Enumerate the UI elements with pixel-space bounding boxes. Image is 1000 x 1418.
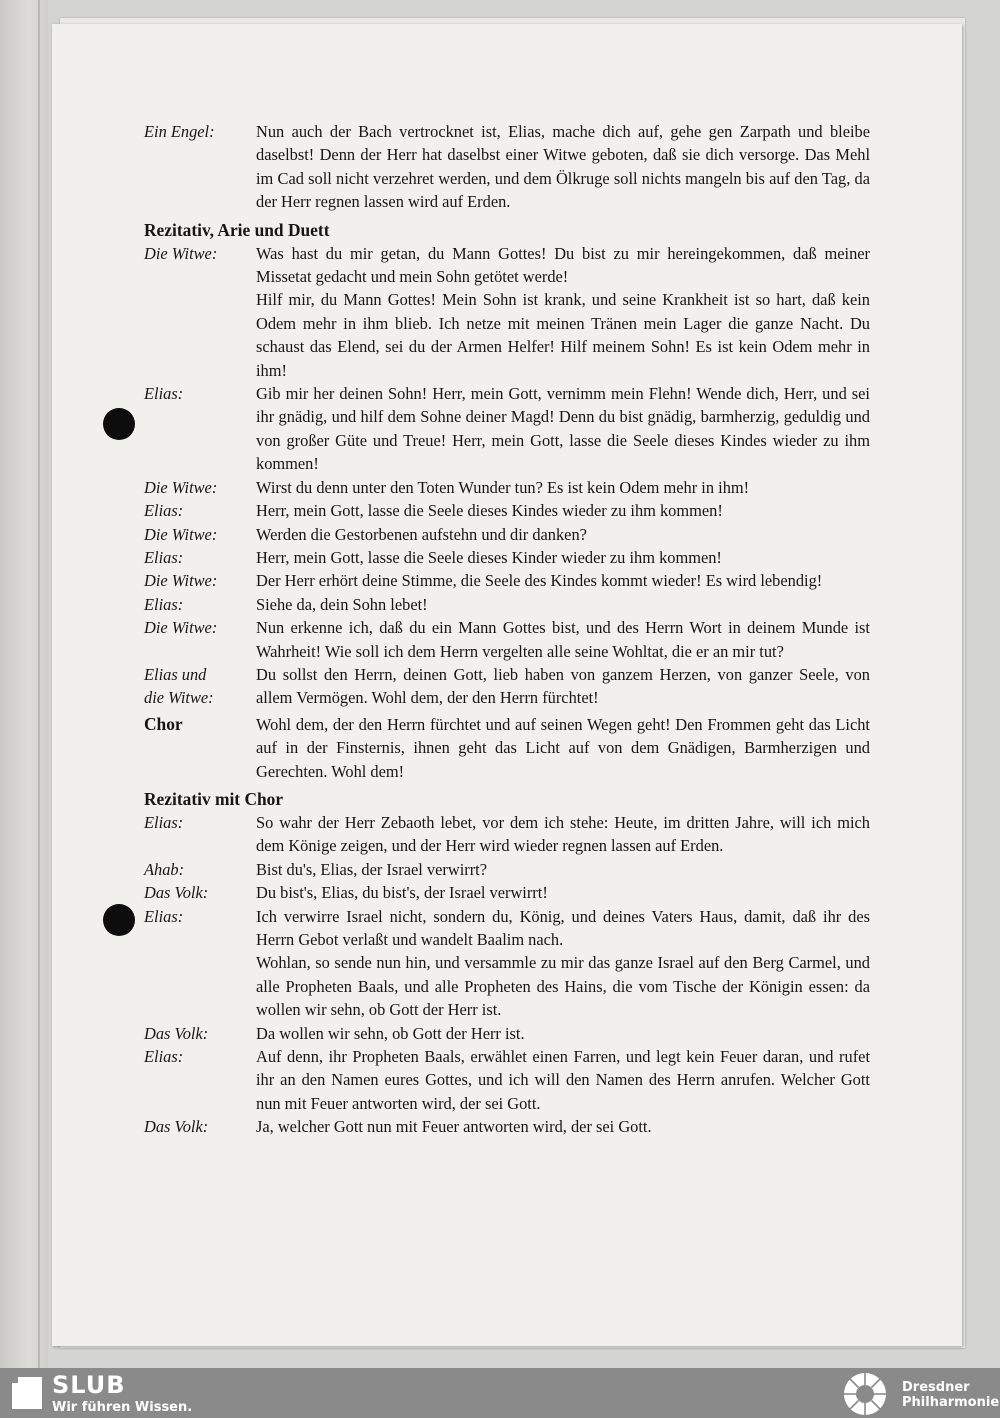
libretto-row <box>144 523 870 546</box>
libretto-row <box>144 120 870 214</box>
speaker-name: Das Volk: <box>144 1023 209 1043</box>
libretto-row <box>144 811 870 858</box>
speaker-name: Elias: <box>144 547 184 567</box>
libretto-row <box>144 382 870 476</box>
speaker-name: Elias und <box>144 664 207 684</box>
sung-text <box>256 382 870 476</box>
philharmonie-name-line1: Dresdner <box>902 1380 970 1395</box>
speaker-name: Die Witwe: <box>144 571 218 591</box>
libretto-row <box>144 593 870 616</box>
verse-paragraph: Werden die Gestorbenen aufstehn und dir danken? <box>256 524 587 544</box>
libretto-row <box>144 905 870 1022</box>
verse-paragraph: Wohl dem, der den Herrn fürchtet und auf seinen Wegen geht! Den Frommen geht das Licht auf in der Finsternis, ihnen geht das Licht auf von dem Gnädigen, Barmherzigen und Gerechten. Wohl dem! <box>256 714 870 781</box>
verse-paragraph: Herr, mein Gott, lasse die Seele dieses Kindes wieder zu ihm kommen! <box>256 501 723 521</box>
speaker-label <box>144 858 256 881</box>
speaker-label <box>144 382 256 476</box>
sung-text <box>256 713 870 783</box>
verse-paragraph: Was hast du mir getan, du Mann Gottes! Du bist zu mir hereingekommen, daß meiner Missetat gedacht und mein Sohn getötet werde! <box>256 243 870 287</box>
verse-paragraph: Bist du's, Elias, der Israel verwirrt? <box>256 859 487 879</box>
verse-paragraph: Herr, mein Gott, lasse die Seele dieses Kinder wieder zu ihm kommen! <box>256 547 722 567</box>
speaker-label <box>144 1045 256 1115</box>
sung-text <box>256 120 870 214</box>
speaker-name: Elias: <box>144 501 184 521</box>
philharmonie-logo-icon[interactable] <box>842 1371 888 1417</box>
philharmonie-name-line2: Philharmonie <box>902 1395 1000 1410</box>
sung-text <box>256 523 870 546</box>
verse-paragraph: Siehe da, dein Sohn lebet! <box>256 594 428 614</box>
libretto-row <box>144 1045 870 1115</box>
speaker-label <box>144 881 256 904</box>
speaker-name: Die Witwe: <box>144 243 218 263</box>
libretto-row <box>144 242 870 382</box>
punch-hole-bottom <box>103 904 135 936</box>
speaker-label <box>144 593 256 616</box>
speaker-name: Elias: <box>144 812 184 832</box>
sung-text <box>256 905 870 1022</box>
sung-text <box>256 593 870 616</box>
sung-text <box>256 811 870 858</box>
libretto-row <box>144 858 870 881</box>
speaker-label <box>144 546 256 569</box>
libretto-row <box>144 546 870 569</box>
section-heading: Rezitativ mit Chor <box>144 788 284 809</box>
verse-paragraph: Nun auch der Bach vertrocknet ist, Elias, mache dich auf, gehe gen Zarpath und bleibe daselbst! Denn der Herr hat daselbst einer Witwe geboten, daß sie dich versorge. Das Mehl im Cad soll nicht verzehret werden, und dem Ölkruge soll nichts mangeln bis auf den Tag, da der Herr regnen lassen wird auf Erden. <box>256 122 870 212</box>
slub-tagline: Wir führen Wissen. <box>52 1400 193 1415</box>
sung-text <box>256 1045 870 1115</box>
speaker-label <box>144 569 256 592</box>
sung-text <box>256 242 870 382</box>
speaker-label <box>144 499 256 522</box>
libretto-text <box>144 120 870 1139</box>
libretto-row <box>144 1022 870 1045</box>
speaker-name: Elias: <box>144 1047 184 1067</box>
verse-paragraph: Wohlan, so sende nun hin, und versammle zu mir das ganze Israel auf den Berg Carmel, und alle Propheten Baals, und alle Propheten des Hains, die vom Tische der Königin essen: da wollen wir sehn, ob Gott der Herr ist. <box>256 953 870 1020</box>
sung-text <box>256 663 870 710</box>
verse-paragraph: Du sollst den Herrn, deinen Gott, lieb haben von ganzem Herzen, von ganzer Seele, von allem Vermögen. Wohl dem, der den Herrn fürchtet! <box>256 664 870 708</box>
speaker-name: Das Volk: <box>144 1117 209 1137</box>
libretto-row <box>144 616 870 663</box>
speaker-label <box>144 663 256 710</box>
sung-text <box>256 499 870 522</box>
speaker-label <box>144 242 256 382</box>
sung-text <box>256 546 870 569</box>
speaker-name: Die Witwe: <box>144 618 218 638</box>
speaker-label <box>144 1115 256 1138</box>
scan-left-margin <box>0 0 48 1368</box>
speaker-name: Elias: <box>144 384 184 404</box>
sung-text <box>256 881 870 904</box>
speaker-name: die Witwe: <box>144 688 214 708</box>
speaker-name: Elias: <box>144 594 184 614</box>
slub-logo-icon[interactable] <box>12 1377 42 1409</box>
verse-paragraph: Ja, welcher Gott nun mit Feuer antworten wird, der sei Gott. <box>256 1117 652 1137</box>
punch-hole-top <box>103 408 135 440</box>
sung-text <box>256 476 870 499</box>
verse-paragraph: Der Herr erhört deine Stimme, die Seele des Kindes kommt wieder! Es wird lebendig! <box>256 571 823 591</box>
section-heading: Rezitativ, Arie und Duett <box>144 219 330 240</box>
libretto-row <box>144 476 870 499</box>
libretto-row <box>144 499 870 522</box>
speaker-label <box>144 713 256 783</box>
sung-text <box>256 1022 870 1045</box>
verse-paragraph: Auf denn, ihr Propheten Baals, erwählet einen Farren, und legt kein Feuer daran, und rufet ihr an den Namen eures Gottes, und ich will den Namen des Herrn anrufen. Welcher Gott nun mit Feuer antworten wird, der sei Gott. <box>256 1047 870 1113</box>
verse-paragraph: Gib mir her deinen Sohn! Herr, mein Gott, vernimm mein Flehn! Wende dich, Herr, und sei ihr gnädig, und hilf dem Sohne deiner Magd! Denn du bist gnädig, barmherzig, geduldig und von großer Güte und Treue! Herr, mein Gott, lasse die Seele dieses Kindes wieder zu ihm kommen! <box>256 384 870 474</box>
speaker-name: Die Witwe: <box>144 524 218 544</box>
sung-text <box>256 569 870 592</box>
speaker-label <box>144 476 256 499</box>
sung-text <box>256 1115 870 1138</box>
speaker-name: Ahab: <box>144 859 185 879</box>
libretto-row <box>144 663 870 710</box>
speaker-name: Das Volk: <box>144 883 209 903</box>
libretto-row <box>144 1115 870 1138</box>
verse-paragraph: Du bist's, Elias, du bist's, der Israel verwirrt! <box>256 883 548 903</box>
footer-bar <box>0 1368 1000 1418</box>
speaker-name: Die Witwe: <box>144 477 218 497</box>
verse-paragraph: Nun erkenne ich, daß du ein Mann Gottes bist, und des Herrn Wort in deinem Munde ist Wahrheit! Wie soll ich dem Herrn vergelten alle seine Wohltat, die er an mir tut? <box>256 618 870 661</box>
verse-paragraph: Hilf mir, du Mann Gottes! Mein Sohn ist krank, und seine Krankheit ist so hart, daß kein Odem mehr in ihm blieb. Ich netze mit meinen Tränen mein Lager die ganze Nacht. Du schaust das Elend, sei du der Armen Helfer! Hilf meinem Sohn! Es ist kein Odem mehr in ihm! <box>256 290 870 380</box>
sung-text <box>256 616 870 663</box>
speaker-name: Ein Engel: <box>144 122 215 141</box>
speaker-label <box>144 616 256 663</box>
speaker-label <box>144 1022 256 1045</box>
speaker-label <box>144 120 256 214</box>
sung-text <box>256 858 870 881</box>
libretto-row <box>144 569 870 592</box>
verse-paragraph: Da wollen wir sehn, ob Gott der Herr ist. <box>256 1023 525 1043</box>
verse-paragraph: Ich verwirre Israel nicht, sondern du, König, und deines Vaters Haus, damit, daß ihr des Herrn Gebot verlaßt und wandelt Baalim nach. <box>256 906 870 949</box>
libretto-row <box>144 713 870 783</box>
verse-paragraph: So wahr der Herr Zebaoth lebet, vor dem ich stehe: Heute, im dritten Jahre, will ich mich dem Könige zeigen, und der Herr wird wieder regnen lassen auf Erden. <box>256 812 870 856</box>
speaker-label <box>144 523 256 546</box>
speaker-label <box>144 905 256 1022</box>
speaker-label <box>144 811 256 858</box>
libretto-row <box>144 881 870 904</box>
speaker-name: Elias: <box>144 906 184 926</box>
slub-name[interactable]: SLUB <box>52 1371 126 1399</box>
verse-paragraph: Wirst du denn unter den Toten Wunder tun? Es ist kein Odem mehr in ihm! <box>256 477 750 497</box>
speaker-name: Chor <box>144 713 183 734</box>
